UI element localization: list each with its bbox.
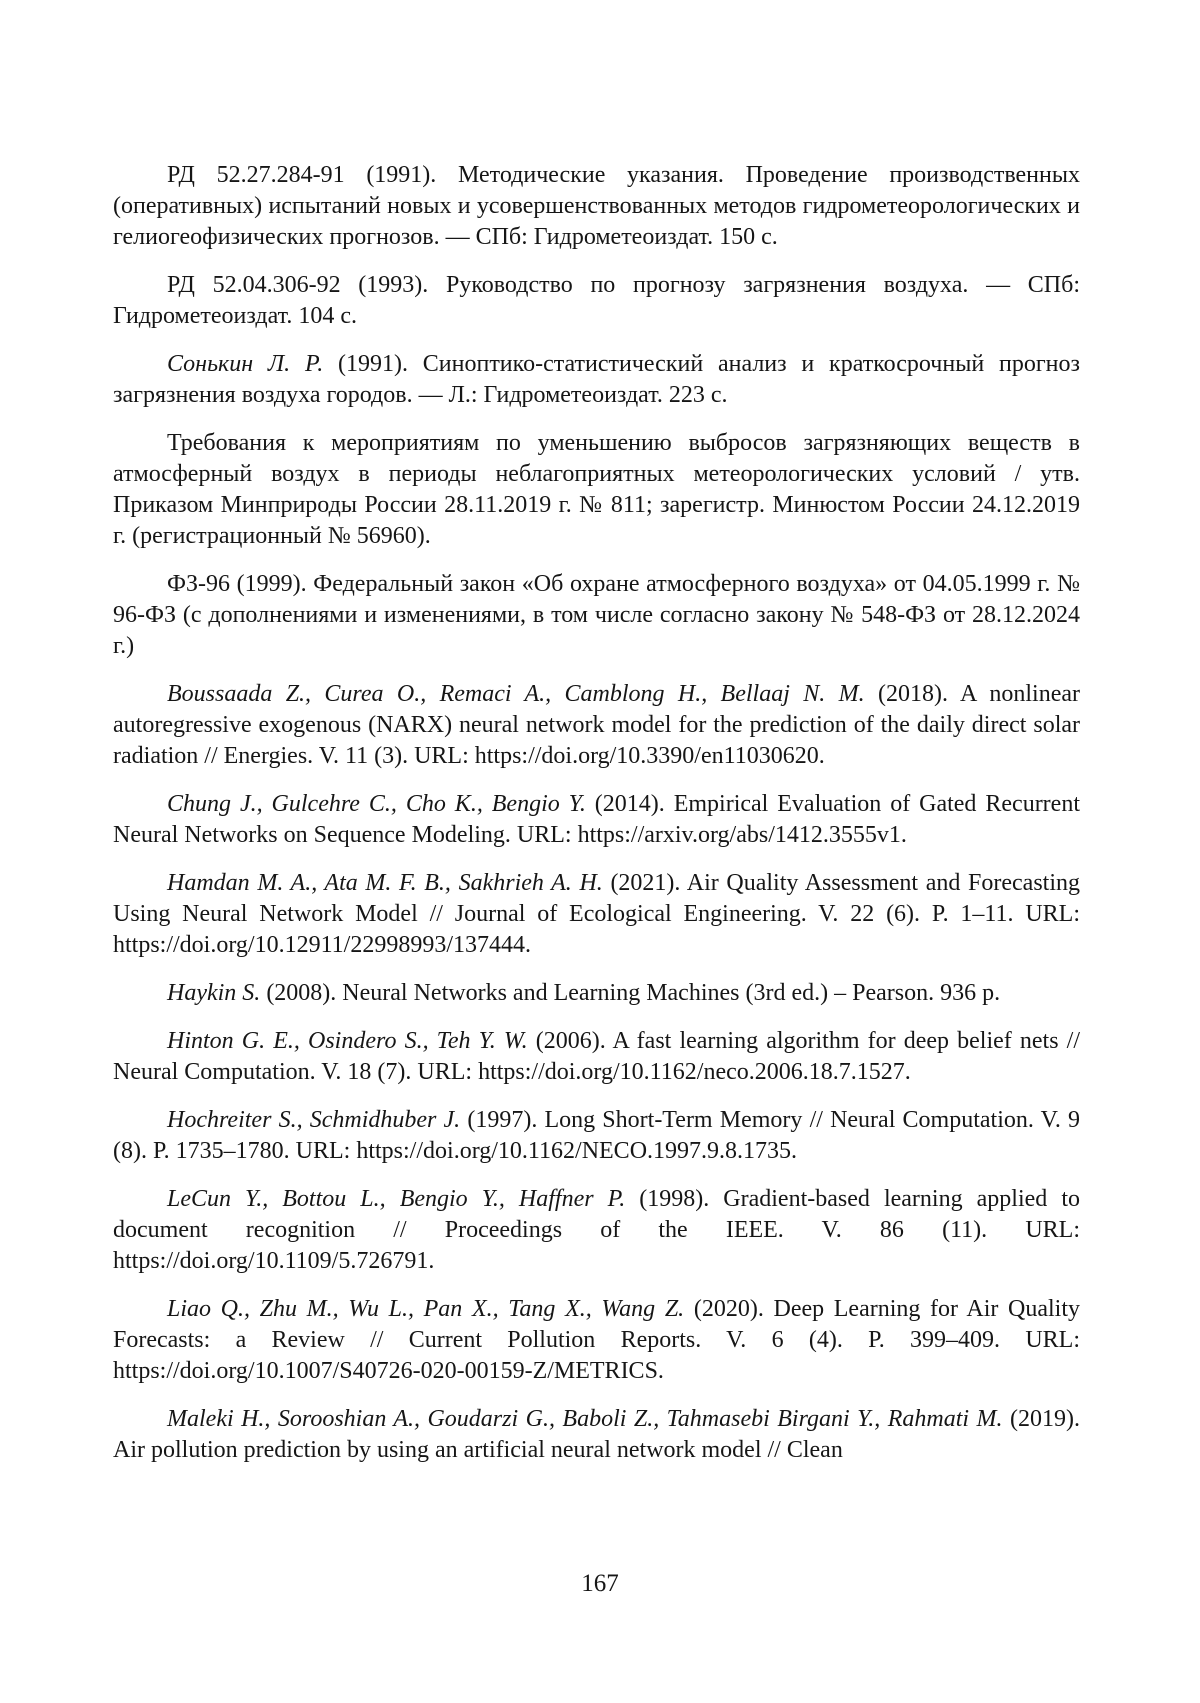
reference-entry [113, 1404, 1080, 1466]
reference-text: (1997). Long Short-Term Memory // Neural Computation. V. 9 (8). P. 1735–1780. URL: https://doi.org/10.1162/NECO.1997.9.8.1735. [113, 1107, 1080, 1164]
reference-text: (2006). A fast learning algorithm for deep belief nets // Neural Computation. V. 18 (7). URL: https://doi.org/10.1162/neco.2006.18.7.1527. [113, 1028, 1081, 1085]
reference-authors: Liao Q., Zhu M., Wu L., Pan X., Tang X., Wang Z. [167, 1296, 685, 1322]
reference-authors: Сонькин Л. Р. [167, 351, 324, 377]
reference-text: (2008). Neural Networks and Learning Machines (3rd ed.) – Pearson. 936 p. [260, 980, 1001, 1006]
reference-text: (2014). Empirical Evaluation of Gated Recurrent Neural Networks on Sequence Modeling. URL: https://arxiv.org/abs/1412.3555v1. [113, 791, 1080, 848]
reference-text: (1998). Gradient-based learning applied to document recognition // Proceedings of the IEEE. V. 86 (11). URL: https://doi.org/10.1109/5.726791. [113, 1186, 1080, 1274]
reference-entry [113, 1105, 1080, 1167]
reference-entry [113, 1184, 1080, 1277]
page-number-label: 167 [581, 1570, 619, 1597]
reference-authors: Maleki H., Sorooshian A., Goudarzi G., Baboli Z., Tahmasebi Birgani Y., Rahmati M. [167, 1406, 1003, 1432]
reference-entry [113, 1294, 1080, 1387]
reference-entry [113, 349, 1080, 411]
reference-text: РД 52.04.306-92 (1993). Руководство по прогнозу загрязнения воздуха. — СПб: Гидрометеоиздат. 104 с. [113, 272, 1080, 329]
reference-entry [113, 868, 1080, 961]
references-list [113, 160, 1080, 1483]
reference-entry [113, 789, 1080, 851]
reference-text: (2019). Air pollution prediction by using an artificial neural network model // Clean [113, 1406, 1080, 1463]
reference-text: (2018). A nonlinear autoregressive exogenous (NARX) neural network model for the prediction of the daily direct solar radiation // Energies. V. 11 (3). URL: https://doi.org/10.3390/en11030620. [113, 681, 1080, 769]
reference-authors: Hinton G. E., Osindero S., Teh Y. W. [167, 1028, 528, 1054]
reference-text: (2021). Air Quality Assessment and Forecasting Using Neural Network Model // Journal of Ecological Engineering. V. 22 (6). P. 1–11. URL: https://doi.org/10.12911/22998993/137444. [113, 870, 1080, 958]
reference-text: (2020). Deep Learning for Air Quality Forecasts: a Review // Current Pollution Reports. V. 6 (4). P. 399–409. URL: https://doi.org/10.1007/S40726-020-00159-Z/METRICS. [113, 1296, 1081, 1384]
reference-authors: Boussaada Z., Curea O., Remaci A., Camblong H., Bellaaj N. M. [167, 681, 865, 707]
reference-entry [113, 270, 1080, 332]
reference-text: (1991). Синоптико-статистический анализ и краткосрочный прогноз загрязнения воздуха городов. — Л.: Гидрометеоиздат. 223 с. [113, 351, 1080, 408]
reference-authors: LeCun Y., Bottou L., Bengio Y., Haffner P. [167, 1186, 626, 1212]
reference-text: Требования к мероприятиям по уменьшению выбросов загрязняющих веществ в атмосферный воздух в периоды неблагоприятных метеорологических условий / утв. Приказом Минприроды России 28.11.2019 г. № 811; зарегистр. Минюстом России 24.12.2019 г. (регистрационный № 56960). [113, 430, 1080, 549]
reference-authors: Hamdan M. A., Ata M. F. B., Sakhrieh A. H. [167, 870, 603, 896]
reference-text: ФЗ-96 (1999). Федеральный закон «Об охране атмосферного воздуха» от 04.05.1999 г. № 96-ФЗ (с дополнениями и изменениями, в том числе согласно закону № 548-ФЗ от 28.12.2024 г.) [113, 571, 1080, 659]
reference-entry [113, 679, 1080, 772]
reference-entry [113, 428, 1080, 552]
reference-entry [113, 1026, 1080, 1088]
reference-authors: Chung J., Gulcehre C., Cho K., Bengio Y. [167, 791, 586, 817]
reference-entry [113, 160, 1080, 253]
reference-authors: Hochreiter S., Schmidhuber J. [167, 1107, 461, 1133]
reference-authors: Haykin S. [167, 980, 261, 1006]
reference-entry [113, 978, 1080, 1009]
reference-text: РД 52.27.284-91 (1991). Методические указания. Проведение производственных (оперативных) испытаний новых и усовершенствованных методов гидрометеорологических и гелиогеофизических прогнозов. — СПб: Гидрометеоиздат. 150 с. [113, 162, 1080, 250]
reference-entry [113, 569, 1080, 662]
